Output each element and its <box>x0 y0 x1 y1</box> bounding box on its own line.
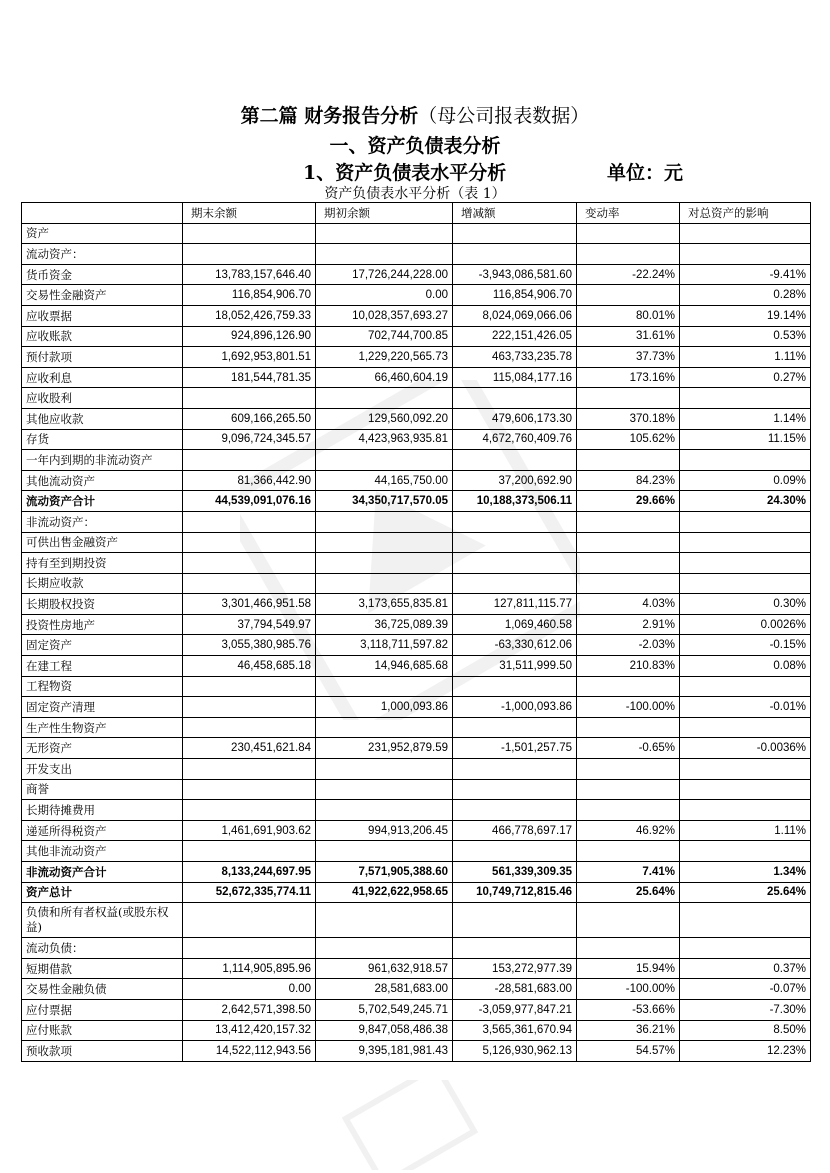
change-rate-cell <box>577 223 680 244</box>
change-rate-cell <box>577 903 680 938</box>
row-label: 应收票据 <box>22 305 183 326</box>
total-asset-impact-cell <box>680 573 811 594</box>
total-asset-impact-cell: 0.09% <box>680 470 811 491</box>
begin-balance-cell <box>316 573 453 594</box>
end-balance-cell <box>183 553 316 574</box>
row-label: 长期应收款 <box>22 573 183 594</box>
change-amount-cell <box>453 800 577 821</box>
begin-balance-cell <box>316 450 453 471</box>
total-asset-impact-cell: -0.01% <box>680 697 811 718</box>
row-label: 固定资产清理 <box>22 697 183 718</box>
change-amount-cell: 466,778,697.17 <box>453 820 577 841</box>
end-balance-cell: 230,451,621.84 <box>183 738 316 759</box>
table-row <box>22 532 811 553</box>
change-rate-cell <box>577 676 680 697</box>
change-rate-cell: 173.16% <box>577 367 680 388</box>
table-row <box>22 999 811 1020</box>
row-label: 非流动资产合计 <box>22 862 183 883</box>
total-asset-impact-cell: 12.23% <box>680 1041 811 1062</box>
change-rate-cell <box>577 717 680 738</box>
change-rate-cell <box>577 553 680 574</box>
total-asset-impact-cell: 0.28% <box>680 285 811 306</box>
change-amount-cell <box>453 779 577 800</box>
change-rate-cell: 84.23% <box>577 470 680 491</box>
end-balance-cell <box>183 697 316 718</box>
change-rate-cell: 36.21% <box>577 1020 680 1041</box>
total-asset-impact-cell <box>680 779 811 800</box>
table-row <box>22 450 811 471</box>
end-balance-cell: 46,458,685.18 <box>183 656 316 677</box>
change-rate-cell <box>577 573 680 594</box>
total-asset-impact-cell <box>680 450 811 471</box>
begin-balance-cell <box>316 676 453 697</box>
row-label: 交易性金融资产 <box>22 285 183 306</box>
total-asset-impact-cell: -0.15% <box>680 635 811 656</box>
change-amount-cell <box>453 511 577 532</box>
table-row <box>22 553 811 574</box>
change-rate-cell: 46.92% <box>577 820 680 841</box>
change-rate-cell: 105.62% <box>577 429 680 450</box>
begin-balance-cell <box>316 532 453 553</box>
begin-balance-cell: 3,173,655,835.81 <box>316 594 453 615</box>
begin-balance-cell: 129,560,092.20 <box>316 408 453 429</box>
end-balance-cell <box>183 676 316 697</box>
change-rate-cell <box>577 450 680 471</box>
begin-balance-cell <box>316 841 453 862</box>
total-asset-impact-cell <box>680 553 811 574</box>
end-balance-cell: 0.00 <box>183 979 316 1000</box>
change-amount-cell: 116,854,906.70 <box>453 285 577 306</box>
end-balance-cell: 18,052,426,759.33 <box>183 305 316 326</box>
total-asset-impact-cell: -9.41% <box>680 264 811 285</box>
column-header: 期初余额 <box>316 203 453 224</box>
total-asset-impact-cell: 0.53% <box>680 326 811 347</box>
row-label: 无形资产 <box>22 738 183 759</box>
change-amount-cell <box>453 903 577 938</box>
end-balance-cell: 1,692,953,801.51 <box>183 347 316 368</box>
begin-balance-cell: 7,571,905,388.60 <box>316 862 453 883</box>
begin-balance-cell <box>316 553 453 574</box>
total-asset-impact-cell <box>680 938 811 959</box>
row-label: 投资性房地产 <box>22 614 183 635</box>
total-asset-impact-cell: -7.30% <box>680 999 811 1020</box>
total-asset-impact-cell: 11.15% <box>680 429 811 450</box>
table-row <box>22 862 811 883</box>
begin-balance-cell: 4,423,963,935.81 <box>316 429 453 450</box>
change-amount-cell: -3,059,977,847.21 <box>453 999 577 1020</box>
total-asset-impact-cell <box>680 511 811 532</box>
table-row <box>22 1041 811 1062</box>
begin-balance-cell: 41,922,622,958.65 <box>316 882 453 903</box>
change-amount-cell <box>453 244 577 265</box>
total-asset-impact-cell: 0.30% <box>680 594 811 615</box>
change-rate-cell: 15.94% <box>577 958 680 979</box>
change-amount-cell: 463,733,235.78 <box>453 347 577 368</box>
change-amount-cell <box>453 223 577 244</box>
change-rate-cell <box>577 841 680 862</box>
end-balance-cell: 37,794,549.97 <box>183 614 316 635</box>
end-balance-cell: 1,461,691,903.62 <box>183 820 316 841</box>
end-balance-cell <box>183 717 316 738</box>
total-asset-impact-cell <box>680 717 811 738</box>
change-amount-cell: -28,581,683.00 <box>453 979 577 1000</box>
row-label: 其他非流动资产 <box>22 841 183 862</box>
row-label: 短期借款 <box>22 958 183 979</box>
end-balance-cell <box>183 903 316 938</box>
row-label: 长期股权投资 <box>22 594 183 615</box>
begin-balance-cell <box>316 903 453 938</box>
row-label: 交易性金融负债 <box>22 979 183 1000</box>
change-rate-cell <box>577 779 680 800</box>
table-row <box>22 285 811 306</box>
change-rate-cell <box>577 388 680 409</box>
begin-balance-cell <box>316 388 453 409</box>
row-label: 其他流动资产 <box>22 470 183 491</box>
total-asset-impact-cell: 1.11% <box>680 820 811 841</box>
begin-balance-cell: 36,725,089.39 <box>316 614 453 635</box>
row-label: 资产总计 <box>22 882 183 903</box>
row-label: 存货 <box>22 429 183 450</box>
begin-balance-cell: 34,350,717,570.05 <box>316 491 453 512</box>
column-header: 对总资产的影响 <box>680 203 811 224</box>
total-asset-impact-cell <box>680 676 811 697</box>
table-header-row <box>22 203 811 224</box>
end-balance-cell: 1,114,905,895.96 <box>183 958 316 979</box>
change-amount-cell: 37,200,692.90 <box>453 470 577 491</box>
change-rate-cell <box>577 800 680 821</box>
table-row <box>22 388 811 409</box>
end-balance-cell <box>183 388 316 409</box>
end-balance-cell <box>183 841 316 862</box>
begin-balance-cell: 44,165,750.00 <box>316 470 453 491</box>
change-rate-cell: 80.01% <box>577 305 680 326</box>
begin-balance-cell <box>316 511 453 532</box>
unit-label: 单位：元 <box>607 162 684 184</box>
begin-balance-cell: 9,395,181,981.43 <box>316 1041 453 1062</box>
change-rate-cell: 370.18% <box>577 408 680 429</box>
change-amount-cell <box>453 759 577 780</box>
end-balance-cell: 181,544,781.35 <box>183 367 316 388</box>
table-row <box>22 491 811 512</box>
section-title: 一、资产负债表分析 <box>329 135 501 157</box>
begin-balance-cell: 14,946,685.68 <box>316 656 453 677</box>
change-rate-cell <box>577 244 680 265</box>
change-rate-cell <box>577 511 680 532</box>
total-asset-impact-cell: 1.34% <box>680 862 811 883</box>
end-balance-cell <box>183 511 316 532</box>
row-label: 应收利息 <box>22 367 183 388</box>
end-balance-cell: 8,133,244,697.95 <box>183 862 316 883</box>
begin-balance-cell <box>316 223 453 244</box>
total-asset-impact-cell: 8.50% <box>680 1020 811 1041</box>
change-amount-cell <box>453 388 577 409</box>
change-amount-cell <box>453 676 577 697</box>
balance-sheet-table <box>21 202 811 1062</box>
change-rate-cell: 37.73% <box>577 347 680 368</box>
change-amount-cell: 10,188,373,506.11 <box>453 491 577 512</box>
change-amount-cell <box>453 841 577 862</box>
end-balance-cell <box>183 532 316 553</box>
change-amount-cell: 479,606,173.30 <box>453 408 577 429</box>
end-balance-cell: 52,672,335,774.11 <box>183 882 316 903</box>
change-amount-cell: 561,339,309.35 <box>453 862 577 883</box>
change-rate-cell: 29.66% <box>577 491 680 512</box>
begin-balance-cell: 1,229,220,565.73 <box>316 347 453 368</box>
change-rate-cell <box>577 759 680 780</box>
table-row <box>22 841 811 862</box>
end-balance-cell <box>183 800 316 821</box>
change-amount-cell: -3,943,086,581.60 <box>453 264 577 285</box>
table-row <box>22 882 811 903</box>
change-rate-cell <box>577 532 680 553</box>
change-amount-cell <box>453 573 577 594</box>
change-amount-cell: -1,000,093.86 <box>453 697 577 718</box>
begin-balance-cell <box>316 759 453 780</box>
table-row <box>22 573 811 594</box>
end-balance-cell: 13,783,157,646.40 <box>183 264 316 285</box>
table-row <box>22 903 811 938</box>
row-label: 货币资金 <box>22 264 183 285</box>
begin-balance-cell: 3,118,711,597.82 <box>316 635 453 656</box>
begin-balance-cell <box>316 938 453 959</box>
row-label: 非流动资产： <box>22 511 183 532</box>
end-balance-cell: 3,055,380,985.76 <box>183 635 316 656</box>
change-rate-cell: -2.03% <box>577 635 680 656</box>
table-row <box>22 938 811 959</box>
change-amount-cell: 222,151,426.05 <box>453 326 577 347</box>
change-rate-cell: 54.57% <box>577 1041 680 1062</box>
table-row <box>22 408 811 429</box>
table-row <box>22 1020 811 1041</box>
column-header <box>22 203 183 224</box>
table-row <box>22 594 811 615</box>
row-label: 开发支出 <box>22 759 183 780</box>
row-label: 长期待摊费用 <box>22 800 183 821</box>
total-asset-impact-cell <box>680 800 811 821</box>
column-header: 期末余额 <box>183 203 316 224</box>
table-row <box>22 264 811 285</box>
change-rate-cell: 2.91% <box>577 614 680 635</box>
change-amount-cell: 127,811,115.77 <box>453 594 577 615</box>
change-amount-cell <box>453 532 577 553</box>
begin-balance-cell: 961,632,918.57 <box>316 958 453 979</box>
total-asset-impact-cell: 19.14% <box>680 305 811 326</box>
table-row <box>22 656 811 677</box>
change-amount-cell: 5,126,930,962.13 <box>453 1041 577 1062</box>
begin-balance-cell: 702,744,700.85 <box>316 326 453 347</box>
change-amount-cell <box>453 938 577 959</box>
change-amount-cell: 10,749,712,815.46 <box>453 882 577 903</box>
table-row <box>22 326 811 347</box>
begin-balance-cell: 5,702,549,245.71 <box>316 999 453 1020</box>
total-asset-impact-cell: 25.64% <box>680 882 811 903</box>
table-row <box>22 429 811 450</box>
part-title-main: 第二篇 财务报告分析 <box>240 105 419 127</box>
total-asset-impact-cell <box>680 841 811 862</box>
table-row <box>22 738 811 759</box>
total-asset-impact-cell: 0.37% <box>680 958 811 979</box>
table-row <box>22 367 811 388</box>
row-label: 资产 <box>22 223 183 244</box>
total-asset-impact-cell: 24.30% <box>680 491 811 512</box>
change-amount-cell: 115,084,177.16 <box>453 367 577 388</box>
end-balance-cell: 116,854,906.70 <box>183 285 316 306</box>
change-rate-cell: 7.41% <box>577 862 680 883</box>
row-label: 持有至到期投资 <box>22 553 183 574</box>
end-balance-cell: 13,412,420,157.32 <box>183 1020 316 1041</box>
end-balance-cell: 81,366,442.90 <box>183 470 316 491</box>
change-rate-cell: -100.00% <box>577 979 680 1000</box>
row-label: 应付票据 <box>22 999 183 1020</box>
change-rate-cell: 31.61% <box>577 326 680 347</box>
end-balance-cell <box>183 573 316 594</box>
total-asset-impact-cell: 1.11% <box>680 347 811 368</box>
row-label: 递延所得税资产 <box>22 820 183 841</box>
begin-balance-cell <box>316 244 453 265</box>
row-label: 负债和所有者权益(或股东权益) <box>22 903 183 938</box>
row-label: 流动资产： <box>22 244 183 265</box>
table-row <box>22 511 811 532</box>
part-title <box>0 101 830 128</box>
total-asset-impact-cell <box>680 223 811 244</box>
end-balance-cell: 2,642,571,398.50 <box>183 999 316 1020</box>
table-row <box>22 820 811 841</box>
change-rate-cell <box>577 938 680 959</box>
row-label: 商誉 <box>22 779 183 800</box>
total-asset-impact-cell: 0.0026% <box>680 614 811 635</box>
change-amount-cell: 31,511,999.50 <box>453 656 577 677</box>
table-row <box>22 223 811 244</box>
change-rate-cell: -0.65% <box>577 738 680 759</box>
table-caption: 资产负债表水平分析（表 1） <box>324 186 506 202</box>
begin-balance-cell: 28,581,683.00 <box>316 979 453 1000</box>
column-header: 增减额 <box>453 203 577 224</box>
total-asset-impact-cell: -0.0036% <box>680 738 811 759</box>
begin-balance-cell: 0.00 <box>316 285 453 306</box>
table-row <box>22 635 811 656</box>
end-balance-cell: 44,539,091,076.16 <box>183 491 316 512</box>
end-balance-cell: 609,166,265.50 <box>183 408 316 429</box>
row-label: 在建工程 <box>22 656 183 677</box>
end-balance-cell <box>183 759 316 780</box>
change-amount-cell: 3,565,361,670.94 <box>453 1020 577 1041</box>
change-amount-cell: 8,024,069,066.06 <box>453 305 577 326</box>
change-amount-cell: 153,272,977.39 <box>453 958 577 979</box>
row-label: 固定资产 <box>22 635 183 656</box>
total-asset-impact-cell: -0.07% <box>680 979 811 1000</box>
table-row <box>22 800 811 821</box>
end-balance-cell <box>183 938 316 959</box>
begin-balance-cell: 1,000,093.86 <box>316 697 453 718</box>
total-asset-impact-cell <box>680 388 811 409</box>
row-label: 应收股利 <box>22 388 183 409</box>
end-balance-cell: 14,522,112,943.56 <box>183 1041 316 1062</box>
begin-balance-cell: 66,460,604.19 <box>316 367 453 388</box>
begin-balance-cell: 9,847,058,486.38 <box>316 1020 453 1041</box>
begin-balance-cell: 17,726,244,228.00 <box>316 264 453 285</box>
row-label: 生产性生物资产 <box>22 717 183 738</box>
begin-balance-cell: 10,028,357,693.27 <box>316 305 453 326</box>
table-row <box>22 779 811 800</box>
row-label: 应付账款 <box>22 1020 183 1041</box>
table-row <box>22 979 811 1000</box>
table-row <box>22 958 811 979</box>
total-asset-impact-cell <box>680 759 811 780</box>
part-title-sub: （母公司报表数据） <box>418 105 590 127</box>
row-label: 一年内到期的非流动资产 <box>22 450 183 471</box>
begin-balance-cell <box>316 779 453 800</box>
end-balance-cell <box>183 779 316 800</box>
table-row <box>22 614 811 635</box>
change-rate-cell: -100.00% <box>577 697 680 718</box>
total-asset-impact-cell: 1.14% <box>680 408 811 429</box>
total-asset-impact-cell <box>680 532 811 553</box>
change-amount-cell: 4,672,760,409.76 <box>453 429 577 450</box>
end-balance-cell: 3,301,466,951.58 <box>183 594 316 615</box>
table-row <box>22 759 811 780</box>
end-balance-cell: 9,096,724,345.57 <box>183 429 316 450</box>
subsection-title: 1、资产负债表水平分析 <box>303 162 507 184</box>
row-label: 预付款项 <box>22 347 183 368</box>
row-label: 可供出售金融资产 <box>22 532 183 553</box>
change-amount-cell: 1,069,460.58 <box>453 614 577 635</box>
total-asset-impact-cell <box>680 903 811 938</box>
table-row <box>22 717 811 738</box>
change-rate-cell: -22.24% <box>577 264 680 285</box>
table-row <box>22 676 811 697</box>
total-asset-impact-cell: 0.08% <box>680 656 811 677</box>
change-rate-cell: 25.64% <box>577 882 680 903</box>
row-label: 工程物资 <box>22 676 183 697</box>
change-rate-cell <box>577 285 680 306</box>
row-label: 应收账款 <box>22 326 183 347</box>
row-label: 流动资产合计 <box>22 491 183 512</box>
end-balance-cell <box>183 244 316 265</box>
end-balance-cell: 924,896,126.90 <box>183 326 316 347</box>
table-row <box>22 305 811 326</box>
change-rate-cell: 4.03% <box>577 594 680 615</box>
table-row <box>22 470 811 491</box>
change-amount-cell: -63,330,612.06 <box>453 635 577 656</box>
begin-balance-cell: 231,952,879.59 <box>316 738 453 759</box>
row-label: 其他应收款 <box>22 408 183 429</box>
table-row <box>22 697 811 718</box>
change-rate-cell: 210.83% <box>577 656 680 677</box>
begin-balance-cell <box>316 717 453 738</box>
watermark-icon <box>330 1080 490 1170</box>
end-balance-cell <box>183 450 316 471</box>
change-amount-cell <box>453 717 577 738</box>
total-asset-impact-cell: 0.27% <box>680 367 811 388</box>
row-label: 流动负债： <box>22 938 183 959</box>
total-asset-impact-cell <box>680 244 811 265</box>
row-label: 预收款项 <box>22 1041 183 1062</box>
begin-balance-cell: 994,913,206.45 <box>316 820 453 841</box>
column-header: 变动率 <box>577 203 680 224</box>
change-amount-cell <box>453 553 577 574</box>
table-row <box>22 244 811 265</box>
table-row <box>22 347 811 368</box>
change-amount-cell: -1,501,257.75 <box>453 738 577 759</box>
end-balance-cell <box>183 223 316 244</box>
begin-balance-cell <box>316 800 453 821</box>
change-amount-cell <box>453 450 577 471</box>
change-rate-cell: -53.66% <box>577 999 680 1020</box>
